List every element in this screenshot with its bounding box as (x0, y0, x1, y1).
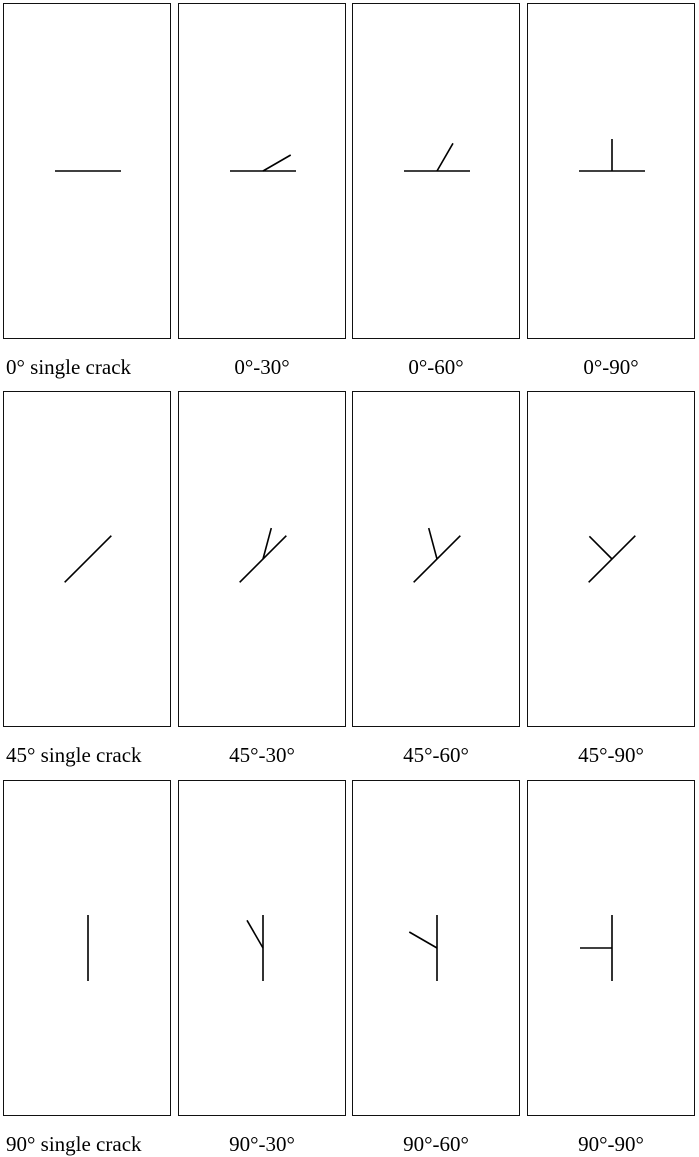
main-crack (65, 536, 112, 583)
panel-caption: 90°-60° (403, 1132, 469, 1156)
panel-caption: 45°-60° (403, 743, 469, 767)
crack-drawing (4, 781, 170, 1115)
specimen-panel (3, 3, 171, 339)
crack-drawing (528, 781, 694, 1115)
panel-caption: 0°-90° (583, 355, 639, 379)
specimen-panel (178, 3, 346, 339)
specimen-panel (527, 391, 695, 727)
panel-caption: 45° single crack (6, 743, 142, 767)
branch-crack (429, 528, 437, 559)
crack-drawing (353, 4, 519, 338)
crack-drawing (4, 392, 170, 726)
branch-crack (437, 143, 453, 171)
panel-caption: 0° single crack (6, 355, 132, 379)
crack-drawing (528, 392, 694, 726)
crack-drawing (4, 4, 170, 338)
branch-crack (263, 155, 291, 171)
panel-caption: 45°-90° (578, 743, 644, 767)
specimen-panel (3, 391, 171, 727)
panel-caption: 90°-30° (229, 1132, 295, 1156)
panel-caption: 0°-60° (408, 355, 464, 379)
specimen-panel (3, 780, 171, 1116)
crack-drawing (528, 4, 694, 338)
panel-caption: 0°-30° (234, 355, 290, 379)
crack-drawing (179, 392, 345, 726)
specimen-panel (178, 780, 346, 1116)
panel-caption: 45°-30° (229, 743, 295, 767)
panel-caption: 90°-90° (578, 1132, 644, 1156)
specimen-panel (527, 780, 695, 1116)
panel-caption: 90° single crack (6, 1132, 142, 1156)
crack-drawing (179, 4, 345, 338)
specimen-panel (178, 391, 346, 727)
specimen-panel (352, 780, 520, 1116)
branch-crack (409, 932, 437, 948)
crack-drawing (353, 781, 519, 1115)
specimen-panel (527, 3, 695, 339)
branch-crack (589, 536, 612, 559)
crack-drawing (179, 781, 345, 1115)
branch-crack (247, 920, 263, 948)
specimen-panel (352, 3, 520, 339)
specimen-panel (352, 391, 520, 727)
crack-drawing (353, 392, 519, 726)
